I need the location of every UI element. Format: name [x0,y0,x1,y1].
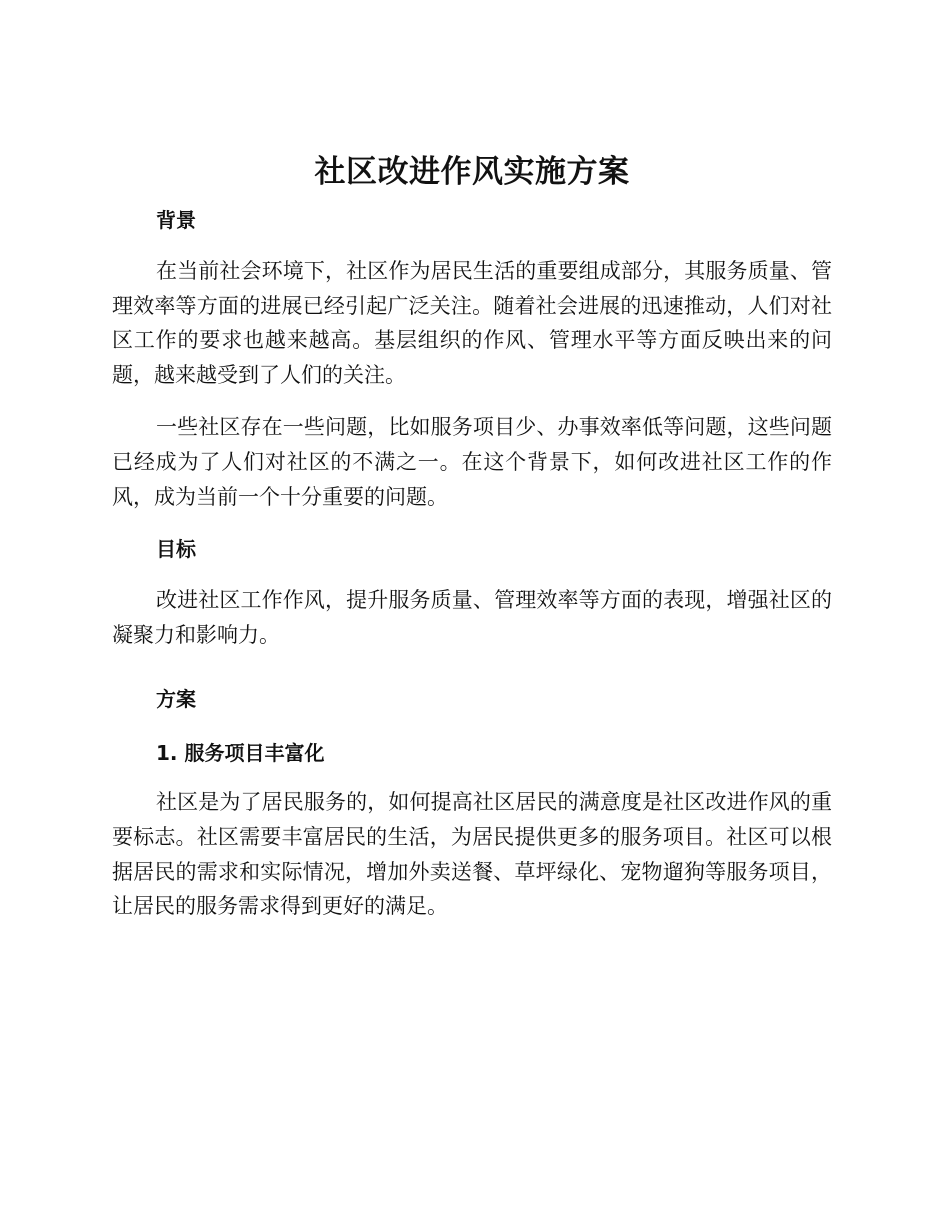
goal-paragraph: 改进社区工作作风，提升服务质量、管理效率等方面的表现，增强社区的凝聚力和影响力。 [112,588,832,647]
document-body [112,150,832,924]
plan-item-paragraph-1: 社区是为了居民服务的，如何提高社区居民的满意度是社区改进作风的重要标志。社区需要丰富居民的生活，为居民提供更多的服务项目。社区可以根据居民的需求和实际情况，增加外卖送餐、草坪绿化、宠物遛狗等服务项目，让居民的服务需求得到更好的满足。 [112,790,832,919]
plan-item-heading-1: 1. 服务项目丰富化 [156,741,325,766]
section-heading-background: 背景 [156,208,196,232]
document-title: 社区改进作风实施方案 [314,154,630,190]
background-paragraph-2: 一些社区存在一些问题，比如服务项目少、办事效率低等问题，这些问题已经成为了人们对社区的不满之一。在这个背景下，如何改进社区工作的作风，成为当前一个十分重要的问题。 [112,415,832,509]
background-paragraph-1: 在当前社会环境下，社区作为居民生活的重要组成部分，其服务质量、管理效率等方面的进展已经引起广泛关注。随着社会进展的迅速推动，人们对社区工作的要求也越来越高。基层组织的作风、管理水平等方面反映出来的问题，越来越受到了人们的关注。 [112,259,832,387]
section-heading-goal: 目标 [156,537,196,562]
section-heading-plan: 方案 [156,687,196,712]
